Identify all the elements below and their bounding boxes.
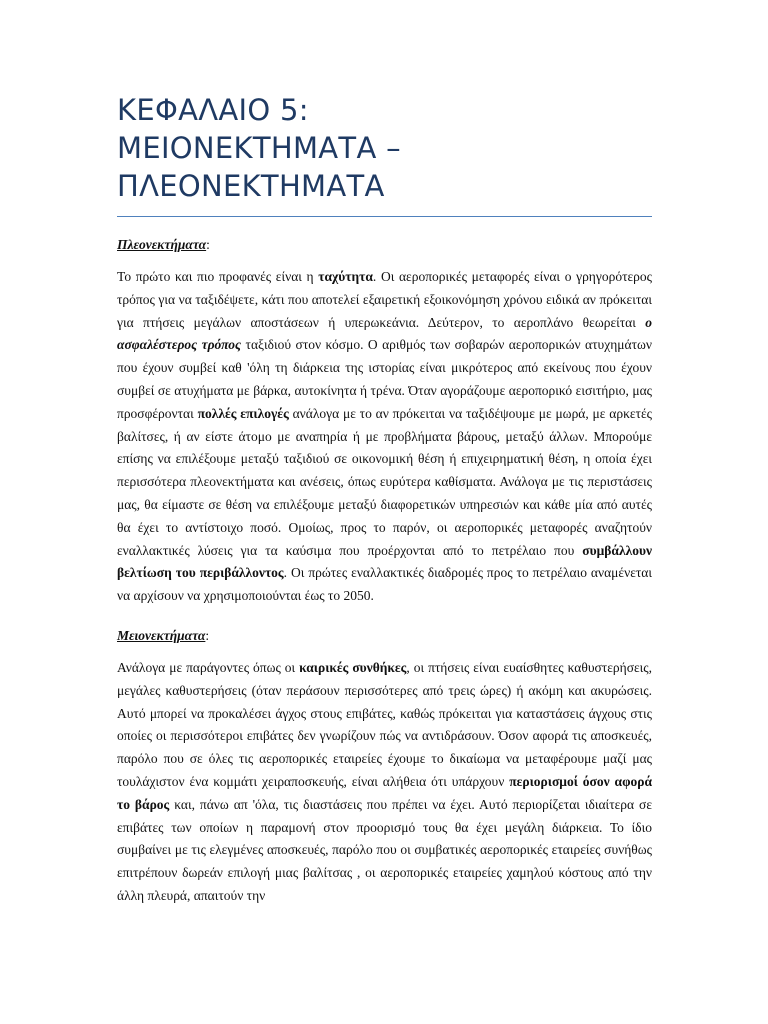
chapter-title-line-2: ΜΕΙΟΝΕΚΤΗΜΑΤΑ – <box>117 131 401 165</box>
advantages-heading-colon: : <box>206 237 210 252</box>
advantages-bold-speed: ταχύτητα <box>318 269 373 284</box>
advantages-text-2: . Οι αεροπορικές μεταφορές είναι ο γρηγορότερος τρόπος για να ταξιδέψετε, κάτι που αποτελεί εξαιρετική εξοικονόμηση χρόνου ειδικά αν πρόκειται για πτήσεις μεγάλων αποστάσεων ή υπερωκεάνια. Δεύτερον, το αεροπλάνο θεωρείται <box>117 269 652 330</box>
advantages-bold-italic-safest: ο ασφαλέστερος τρόπος <box>117 314 652 353</box>
document-page <box>117 80 652 920</box>
advantages-text-4: ανάλογα με το αν πρόκειται να ταξιδέψουμε με μωρά, με αρκετές βαλίτσες, ή αν είστε άτομο με αναπηρία ή με προβλήματα βάρους, μεταξύ άλλων. Μπορούμε επίσης να επιλέξουμε μεταξύ ταξιδιού σε οικονομική θέση ή επιχειρηματική θέση, η οποία έχει περισσότερα πλεονεκτήματα και ανέσεις, όπως ευρύτερα καθίσματα. Ανάλογα με τις περιστάσεις μας, θα είμαστε σε θέση να επιλέξουμε μεταξύ διαφορετικών υπηρεσιών και κάθε μία από αυτές θα έχει το αντίστοιχο ποσό. Ομοίως, προς το παρόν, οι αεροπορικές μεταφορές αναζητούν εναλλακτικές λύσεις για τα καύσιμα που προέρχονται από το πετρέλαιο που <box>117 405 652 558</box>
advantages-bold-environment: συμβάλλουν βελτίωση του περιβάλλοντος <box>117 542 652 581</box>
advantages-bold-options: πολλές επιλογές <box>197 405 289 421</box>
chapter-title-line-3: ΠΛΕΟΝΕΚΤΗΜΑΤΑ <box>117 169 385 203</box>
disadvantages-text-2: , οι πτήσεις είναι ευαίσθητες καθυστερήσεις, μεγάλες καθυστερήσεις (όταν περάσουν περισσότερες από τρεις ώρες) ή ακόμη και ακυρώσεις. Αυτό μπορεί να προκαλέσει άγχος στους επιβάτες, καθώς πρόκειται για καταστάσεις άγχους στις οποίες οι περισσότεροι επιβάτες δεν γνωρίζουν πώς να αντιδράσουν. Όσον αφορά τις αποσκευές, παρόλο που σε όλες τις αεροπορικές εταιρείες έχουμε το δικαίωμα να μεταφέρουμε μαζί μας τουλάχιστον ένα κομμάτι χειραποσκευής, είναι αλήθεια ότι υπάρχουν <box>117 659 652 789</box>
advantages-text-5: . Οι πρώτες εναλλακτικές διαδρομές προς το πετρέλαιο αναμένεται να αρχίσουν να χρησιμοποιούνται έως το 2050. <box>117 565 652 604</box>
advantages-text-1: Το πρώτο και πιο προφανές είναι η <box>117 269 319 284</box>
disadvantages-heading-colon: : <box>205 627 210 643</box>
chapter-title <box>117 91 652 205</box>
chapter-title-line-1: ΚΕΦΑΛΑΙΟ 5: <box>117 93 309 127</box>
disadvantages-text-1: Ανάλογα με παράγοντες όπως οι <box>117 659 300 675</box>
advantages-heading <box>117 236 652 254</box>
advantages-paragraph <box>117 266 652 608</box>
advantages-text-3: ταξιδιού στον κόσμο. Ο αριθμός των σοβαρών αεροπορικών ατυχημάτων που έχουν συμβεί καθ 'όλη τη διάρκεια της ιστορίας είναι μικρότερος από εκείνους που έχουν συμβεί σε ατυχήματα με βάρκα, αυτοκίνητα ή τρένα. Όταν αγοράζουμε αεροπορικό εισιτήριο, μας προσφέρονται <box>117 337 652 421</box>
disadvantages-heading <box>117 627 652 645</box>
disadvantages-bold-weight-limits: περιορισμοί όσον αφορά το βάρος <box>117 773 653 812</box>
disadvantages-heading-text: Μειονεκτήματα <box>117 627 206 643</box>
advantages-heading-text: Πλεονεκτήματα <box>117 237 207 252</box>
title-divider <box>117 216 652 217</box>
disadvantages-paragraph <box>117 657 652 908</box>
disadvantages-text-3: και, πάνω απ 'όλα, τις διαστάσεις που πρέπει να έχει. Αυτό περιορίζεται ιδιαίτερα σε επιβάτες των οποίων η παραμονή στον προορισμό τους θα έχει μεγάλη διάρκεια. Το ίδιο συμβαίνει με τις ελεγμένες αποσκευές, παρόλο που οι συμβατικές αεροπορικές εταιρείες συνήθως επιτρέπουν δωρεάν επιλογή μιας βαλίτσας , οι αεροπορικές εταιρείες χαμηλού κόστους από την άλλη πλευρά, απαιτούν την <box>117 796 652 903</box>
disadvantages-bold-weather: καιρικές συνθήκες <box>299 659 407 675</box>
